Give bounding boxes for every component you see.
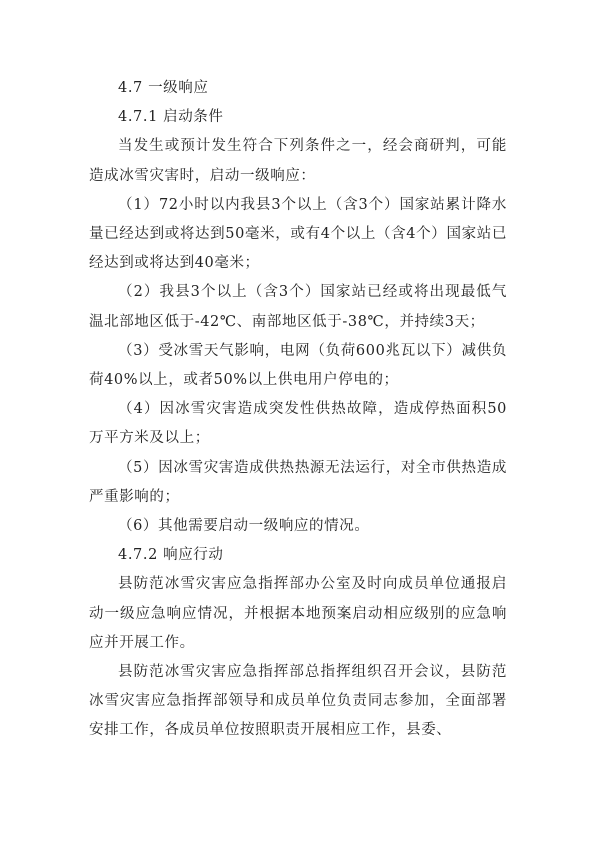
paragraph-condition-5: （5）因冰雪灾害造成供热热源无法运行，对全市供热造成严重影响的； <box>89 459 507 505</box>
paragraph-start-conditions-intro: 当发生或预计发生符合下列条件之一，经会商研判，可能造成冰雪灾害时，启动一级响应： <box>89 138 507 184</box>
section-heading-4-7-2: 4.7.2 响应行动 <box>118 547 224 564</box>
paragraph-condition-1: （1）72小时以内我县3个以上（含3个）国家站累计降水量已经达到或将达到50毫米，或有4个以上（含4个）国家站已经达到或将达到40毫米； <box>89 196 507 272</box>
paragraph-condition-6: （6）其他需要启动一级响应的情况。 <box>118 518 370 535</box>
paragraph-condition-3: （3）受冰雪天气影响，电网（负荷600兆瓦以下）减供负荷40%以上，或者50%以上供电用户停电的； <box>89 342 507 389</box>
section-heading-4-7-1: 4.7.1 启动条件 <box>118 109 224 126</box>
document-body <box>89 74 507 746</box>
paragraph-response-action-1: 县防范冰雪灾害应急指挥部办公室及时向成员单位通报启动一级应急响应情况，并根据本地预案启动相应级别的应急响应并开展工作。 <box>89 576 507 651</box>
paragraph-condition-2: （2）我县3个以上（含3个）国家站已经或将出现最低气温北部地区低于-42℃、南部地区低于-38℃，并持续3天； <box>89 284 507 330</box>
paragraph-response-action-2: 县防范冰雪灾害应急指挥部总指挥组织召开会议，县防范冰雪灾害应急指挥部领导和成员单位负责同志参加，全面部署安排工作，各成员单位按照职责开展相应工作，县委、 <box>89 664 507 739</box>
paragraph-condition-4: （4）因冰雪灾害造成突发性供热故障，造成停热面积50万平方米及以上； <box>89 401 507 447</box>
section-heading-4-7: 4.7 一级响应 <box>118 80 209 96</box>
